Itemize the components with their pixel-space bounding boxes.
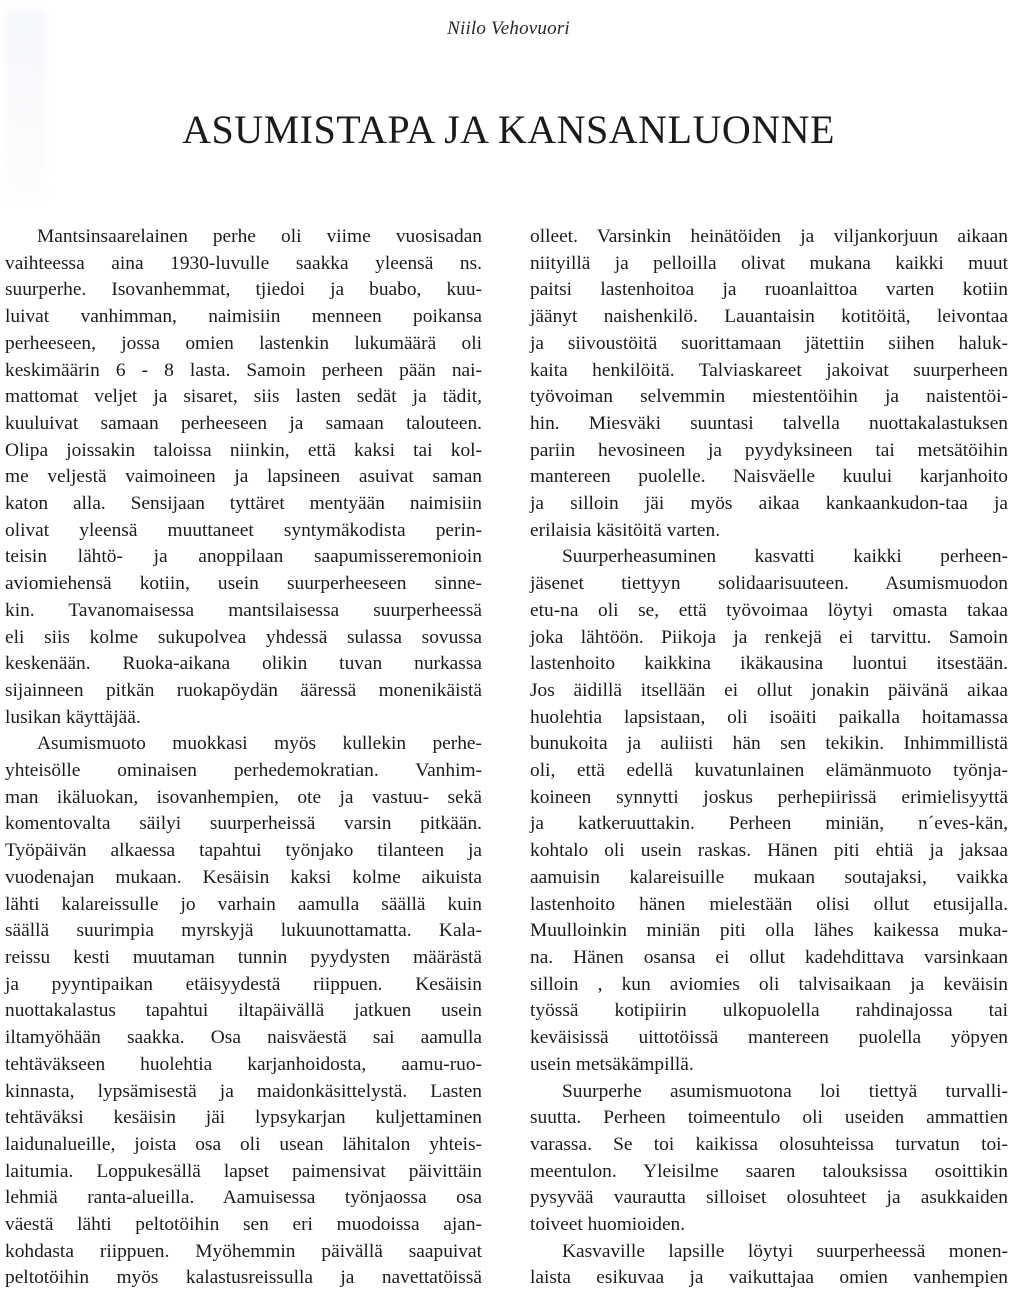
text-line: vuodenajan mukaan. Kesäisin kaksi kolme aikuista (5, 866, 482, 888)
text-line: pariin hevosineen ja pyydyksineen tai metsätöihin (530, 439, 1008, 461)
text-line: kaita henkilöitä. Talviaskareet jakoivat suurperheen (530, 359, 1008, 381)
text-line: koineen synnytti joskus perhepiirissä erimielisyyttä (530, 786, 1008, 808)
text-line: työssä kotipiirin ulkopuolella rahdinajossa tai (530, 1000, 1008, 1022)
text-line: komentovalta säilyi suurperheissä varsin pitkään. (5, 813, 482, 835)
paragraph (5, 731, 482, 1292)
text-line: suurperhe. Isovanhemmat, tjiedoi ja buabo, kuu- (5, 279, 482, 301)
text-line: Kasvaville lapsille löytyi suurperheessä monen- (562, 1240, 1008, 1262)
text-line: etu-na oli se, että työvoimaa löytyi omasta takaa (530, 599, 1008, 621)
text-line: iltamyöhään saakka. Osa naisväestä sai aamulla (5, 1027, 482, 1049)
text-line: kohtalo oli usein raskas. Hänen piti ehtiä ja jaksaa (530, 840, 1008, 862)
text-line: aviomiehensä kotiin, usein suurperheeseen sinne- (5, 573, 482, 595)
text-line: vaihteessa aina 1930-luvulle saakka yleensä ns. (5, 252, 482, 274)
text-line: peltotöihin myös kalastusreissulla ja navettatöissä (5, 1267, 482, 1289)
text-line: katon alla. Sensijaan tyttäret mentyään naimisiin (5, 493, 482, 515)
text-line: paitsi lastenhoitoa ja ruoanlaittoa varten kotiin (530, 279, 1008, 301)
text-line: kinnasta, lypsämisestä ja maidonkäsittelystä. Lasten (5, 1080, 482, 1102)
text-line: nuottakalastus tapahtui iltapäivällä jatkuen usein (5, 1000, 482, 1022)
text-line: Olipa joissakin taloissa niinkin, että kaksi tai kol- (5, 439, 482, 461)
paragraph (530, 544, 1008, 1078)
text-line: meentulon. Yleisilme saaren talouksissa osoittikin (530, 1160, 1008, 1182)
text-line: bunukoita ja auliisti hän sen tekikin. Inhimmillistä (530, 733, 1008, 755)
text-line: toiveet huomioiden. (530, 1214, 686, 1236)
text-line: hin. Miesväki suuntasi talvella nuottakalastuksen (530, 412, 1008, 434)
text-line: kohdasta riippuen. Myöhemmin päivällä saapuivat (5, 1240, 482, 1262)
text-line: luivat vanhimman, naimisiin menneen poikansa (5, 306, 482, 328)
paragraph (530, 224, 1008, 544)
text-line: mattomat veljet ja sisaret, siis lasten sedät ja tädit, (5, 386, 482, 408)
text-line: Suurperheasuminen kasvatti kaikki perheen- (562, 546, 1008, 568)
text-line: ja siivoustöitä suorittamaan jätettiin siihen haluk- (530, 332, 1008, 354)
paragraph (530, 1079, 1008, 1239)
text-line: suutta. Perheen toimeentulo oli useiden ammattien (530, 1107, 1008, 1129)
text-line: reissu kesti muutaman tunnin pyydysten määrästä (5, 946, 482, 968)
text-line: erilaisia käsitöitä varten. (530, 519, 721, 541)
text-line: Muulloinkin miniän piti olla lähes kaikessa muka- (530, 920, 1008, 942)
text-line: ja katkeruuttakin. Perheen miniän, n´eves-kän, (530, 813, 1008, 835)
text-line: keskenään. Ruoka-aikana olikin tuvan nurkassa (5, 653, 482, 675)
text-line: keskimäärin 6 - 8 lasta. Samoin perheen pään nai- (5, 359, 482, 381)
text-line: jäsenet tiettyyn solidaarisuuteen. Asumismuodon (530, 573, 1008, 595)
text-line: pysyvää vaurautta silloiset olosuhteet ja asukkaiden (530, 1187, 1008, 1209)
paragraph (5, 224, 482, 731)
left-column (5, 224, 482, 1292)
text-line: olivat yleensä muuttaneet syntymäkodista perin- (5, 519, 482, 541)
text-line: olleet. Varsinkin heinätöiden ja viljankorjuun aikaan (530, 226, 1008, 247)
text-line: oli, että edellä kuvatunlainen elämänmuoto työnja- (530, 760, 1008, 782)
text-line: kin. Tavanomaisessa mantsilaisessa suurperheessä (5, 599, 482, 621)
text-line: Mantsinsaarelainen perhe oli viime vuosisadan (37, 226, 482, 247)
text-line: lusikan käyttäjää. (5, 706, 141, 728)
text-line: me veljestä vaimoineen ja lapsineen asuivat saman (5, 466, 482, 488)
text-line: lehmiä ranta-alueilla. Aamuisessa työnjaossa osa (5, 1187, 482, 1209)
paragraph (530, 1239, 1008, 1292)
text-line: Työpäivän alkaessa tapahtui työnjako tilanteen ja (5, 840, 482, 862)
text-line: perheeseen, jossa omien lastenkin lukumäärä oli (5, 332, 482, 354)
text-line: laitumia. Loppukesällä lapset paimensivat päivittäin (5, 1160, 482, 1182)
text-line: Suurperhe asumismuotona loi tiettyä turvalli- (562, 1080, 1008, 1102)
text-line: silloin , kun aviomies oli talvisaikaan ja keväisin (530, 973, 1008, 995)
text-line: sijainneen pitkän ruokapöydän ääressä monenikäistä (5, 679, 482, 701)
article-title: ASUMISTAPA JA KANSANLUONNE (182, 107, 835, 152)
text-line: Jos äidillä itsellään ei ollut jonakin päivänä aikaa (530, 679, 1008, 701)
author-name: Niilo Vehovuori (447, 18, 570, 39)
text-line: väestä lähti peltotöihin sen eri muodoissa ajan- (5, 1214, 482, 1236)
text-line: säällä suurimpia myrskyjä lukuunottamatta. Kala- (5, 920, 482, 942)
text-line: lastenhoito kaikkina ikäkausina luontui itsestään. (530, 653, 1008, 675)
text-line: jäänyt naishenkilö. Lauantaisin kotitöitä, leivontaa (530, 306, 1008, 328)
text-line: usein metsäkämpillä. (530, 1053, 694, 1075)
text-line: lähti kalareissulle jo varhain aamulla säällä kuin (5, 893, 482, 915)
text-line: laidunalueille, joista osa oli usean lähitalon yhteis- (5, 1133, 482, 1155)
text-line: laista esikuvaa ja vaikuttajaa omien vanhempien (530, 1267, 1008, 1289)
text-line: yhteisölle ominaisen perhedemokratian. Vanhim- (5, 760, 482, 782)
text-line: mantereen puolelle. Naisväelle kuului karjanhoito (530, 466, 1008, 488)
text-line: niityillä ja pelloilla olivat mukana kaikki muut (530, 252, 1008, 274)
text-line: Asumismuoto muokkasi myös kullekin perhe- (37, 733, 482, 755)
text-line: työvoiman selvemmin miestentöihin ja naistentöi- (530, 386, 1008, 408)
text-line: eli siis kolme sukupolvea yhdessä sulassa sovussa (5, 626, 482, 648)
text-line: tehtäväksi kesäisin jäi lypsykarjan kuljettaminen (5, 1107, 482, 1129)
text-line: lastenhoito hänen mielestään olisi ollut etusijalla. (530, 893, 1008, 915)
text-line: na. Hänen osansa ei ollut kadehdittava varsinkaan (530, 946, 1008, 968)
text-line: joka lähtöön. Piikoja ja renkejä ei tarvittu. Samoin (530, 626, 1008, 648)
text-line: keväisissä uittotöissä mantereen puolella yöpyen (530, 1027, 1008, 1049)
text-line: man ikäluokan, isovanhempien, ote ja vastuu- sekä (5, 786, 482, 808)
text-line: tehtäväkseen huolehtia karjanhoidosta, aamu-ruo- (5, 1053, 482, 1075)
text-line: teisin lähtö- ja anoppilaan saapumisseremonioin (5, 546, 482, 568)
text-line: varassa. Se toi kaikissa olosuhteissa turvatun toi- (530, 1133, 1008, 1155)
text-line: ja pyyntipaikan etäisyydestä riippuen. Kesäisin (5, 973, 482, 995)
text-line: aamuisin kalareisuille mukaan soutajaksi, vaikka (530, 866, 1008, 888)
right-column (530, 224, 1008, 1292)
text-line: huolehtia lapsistaan, oli isoäiti paikalla hoitamassa (530, 706, 1008, 728)
text-line: kuuluivat samaan perheeseen ja samaan talouteen. (5, 412, 482, 434)
text-line: ja silloin jäi myös aikaa kankaankudon-taa ja (530, 493, 1008, 515)
